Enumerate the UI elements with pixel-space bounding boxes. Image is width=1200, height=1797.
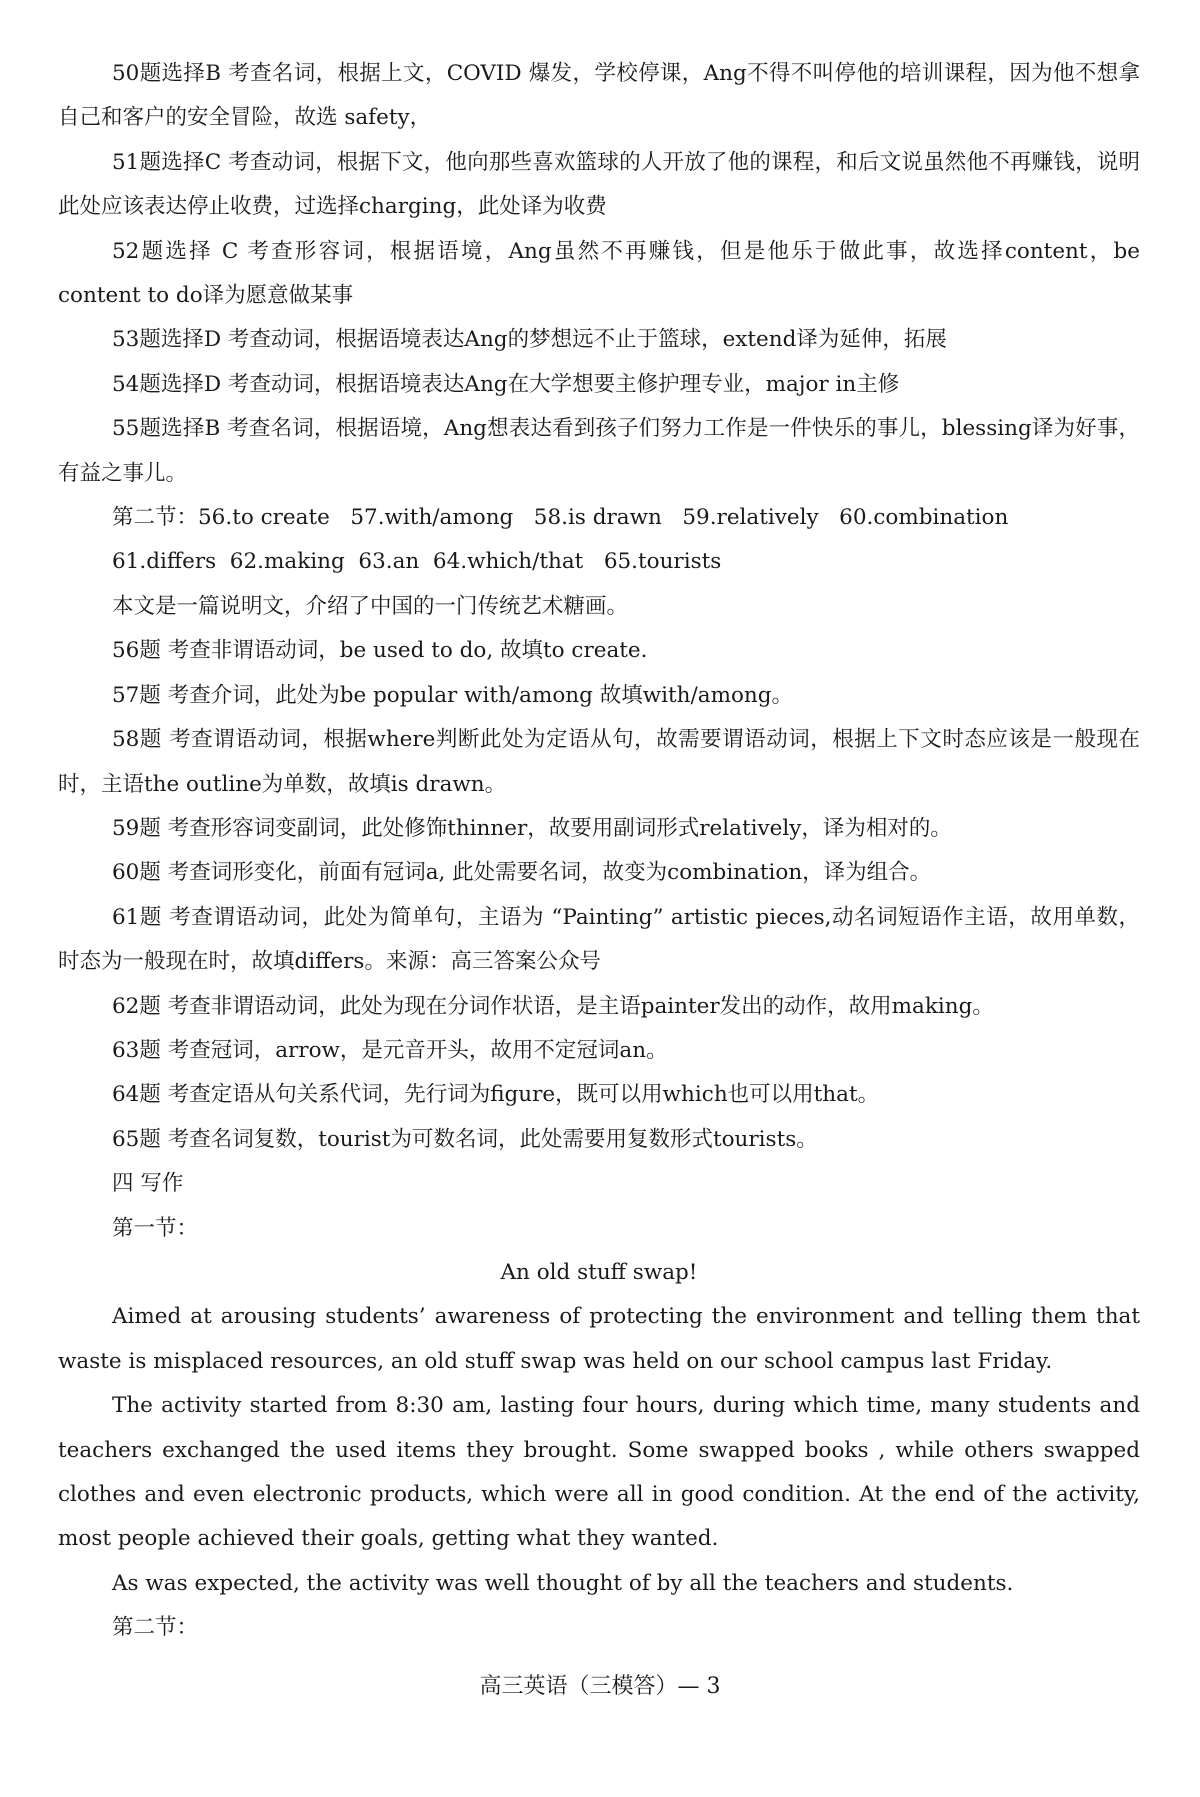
writing-part1-label: 第一节： xyxy=(112,1215,199,1241)
explanation-q57: 57题 考查介词，此处为be popular with/among 故填with/among。 xyxy=(112,682,794,708)
explanation-q53: 53题选择D 考查动词，根据语境表达Ang的梦想远不止于篮球，extend译为延伸，拓展 xyxy=(112,327,947,353)
explanation-q56: 56题 考查非谓语动词，be used to do, 故填to create. xyxy=(112,638,648,664)
essay-paragraph: As was expected, the activity was well thought of by all the teachers and students. xyxy=(112,1570,1014,1596)
writing-part2-label: 第二节： xyxy=(112,1615,199,1641)
explanation-q54: 54题选择D 考查动词，根据语境表达Ang在大学想要主修护理专业，major in主修 xyxy=(112,371,900,397)
essay-paragraph: The activity started from 8:30 am, lasting four hours, during which time, many students and teachers exchanged the used items they brought. Some swapped books , while others swapped clothes and even electronic products, which were all in good condition. At the end of the activity, most people achieved their goals, getting what they wanted. xyxy=(58,1393,1140,1552)
page-content xyxy=(58,52,1140,1651)
explanation-q65: 65题 考查名词复数，tourist为可数名词，此处需要用复数形式tourists。 xyxy=(112,1126,818,1152)
explanation-q51: 51题选择C 考查动词，根据下文，他向那些喜欢篮球的人开放了他的课程，和后文说虽然他不再赚钱，说明此处应该表达停止收费，过选择charging，此处译为收费 xyxy=(58,149,1140,220)
section2-answers-line1: 第二节：56.to create 57.with/among 58.is drawn 59.relatively 60.combination xyxy=(112,505,1009,531)
explanation-q60: 60题 考查词形变化，前面有冠词a, 此处需要名词，故变为combination，译为组合。 xyxy=(112,860,932,886)
explanation-q61: 61题 考查谓语动词，此处为简单句，主语为 “Painting” artistic pieces,动名词短语作主语，故用单数，时态为一般现在时，故填differs。来源：高三答案公众号 xyxy=(58,904,1140,975)
explanation-q50: 50题选择B 考查名词，根据上文，COVID 爆发，学校停课，Ang不得不叫停他的培训课程，因为他不想拿自己和客户的安全冒险，故选 safety， xyxy=(58,61,1140,131)
section2-answers-line2: 61.differs 62.making 63.an 64.which/that 65.tourists xyxy=(112,549,722,575)
explanation-q63: 63题 考查冠词，arrow，是元音开头，故用不定冠词an。 xyxy=(112,1037,668,1063)
explanation-q58: 58题 考查谓语动词，根据where判断此处为定语从句，故需要谓语动词，根据上下文时态应该是一般现在时，主语the outline为单数，故填is drawn。 xyxy=(58,727,1140,797)
explanation-q55: 55题选择B 考查名词，根据语境，Ang想表达看到孩子们努力工作是一件快乐的事儿，blessing译为好事，有益之事儿。 xyxy=(58,416,1140,486)
section2-intro: 本文是一篇说明文，介绍了中国的一门传统艺术糖画。 xyxy=(112,593,629,619)
essay-paragraph: Aimed at arousing students’ awareness of protecting the environment and telling them that waste is misplaced resources, an old stuff swap was held on our school campus last Friday. xyxy=(58,1304,1140,1374)
explanation-q64: 64题 考查定语从句关系代词，先行词为figure，既可以用which也可以用that。 xyxy=(112,1082,880,1108)
explanation-q52: 52题选择 C 考查形容词，根据语境，Ang虽然不再赚钱，但是他乐于做此事，故选择content，be content to do译为愿意做某事 xyxy=(58,238,1140,309)
writing-heading: 四 写作 xyxy=(112,1171,184,1197)
sample-essay xyxy=(58,1251,1140,1606)
explanation-q59: 59题 考查形容词变副词，此处修饰thinner，故要用副词形式relatively，译为相对的。 xyxy=(112,815,952,841)
essay-title: An old stuff swap! xyxy=(500,1259,698,1285)
explanation-q62: 62题 考查非谓语动词，此处为现在分词作状语，是主语painter发出的动作，故用making。 xyxy=(112,993,994,1019)
page-footer: 高三英语（三模答）— 3 xyxy=(479,1674,721,1699)
